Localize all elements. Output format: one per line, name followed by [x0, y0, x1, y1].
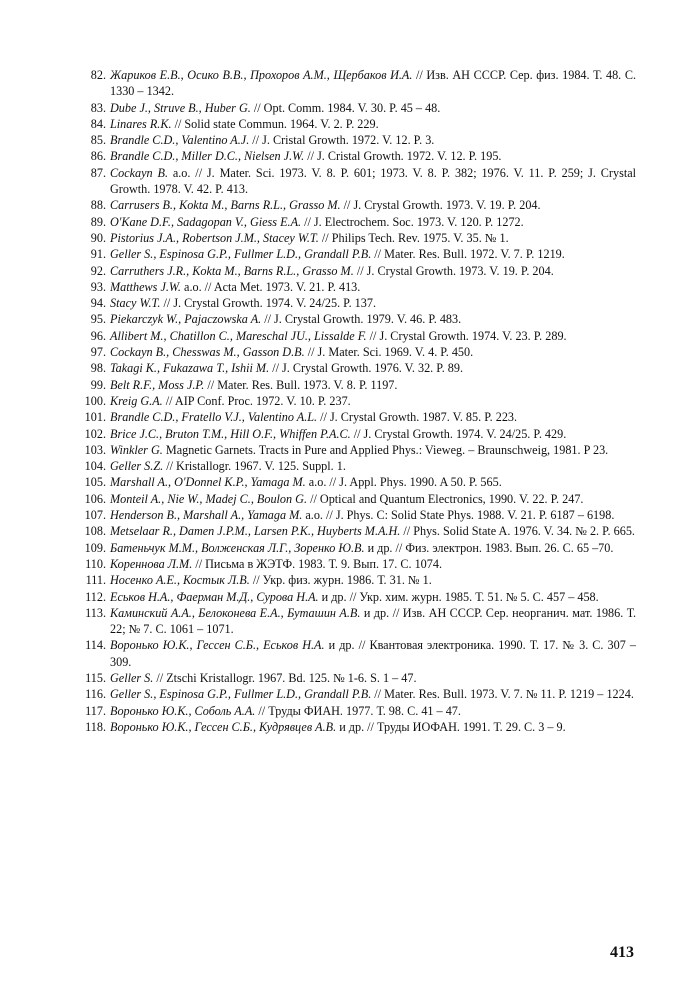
- reference-authors: Dube J., Struve B., Huber G.: [110, 100, 251, 115]
- reference-number: 100.: [84, 393, 106, 408]
- reference-number: 91.: [90, 247, 106, 262]
- reference-authors: Воронько Ю.К., Гессен С.Б., Еськов Н.А.: [110, 638, 325, 653]
- reference-authors: Geller S., Espinosa G.P., Fullmer L.D., Grandall P.B.: [110, 247, 372, 262]
- reference-authors: Piekarczyk W., Pajaczowska A.: [110, 312, 262, 327]
- reference-number: 90.: [90, 230, 106, 245]
- reference-authors: Allibert M., Chatillon C., Mareschal JU., Lissalde F.: [110, 328, 367, 343]
- reference-authors: Cockayn B., Chesswas M., Gasson D.B.: [110, 345, 305, 360]
- reference-authors: Geller S.Z.: [110, 459, 164, 474]
- reference-number: 109.: [84, 540, 106, 555]
- reference-item: [80, 148, 636, 164]
- reference-authors: Marshall A., O'Donnel K.P., Yamaga M.: [110, 475, 306, 490]
- reference-item: [80, 132, 636, 148]
- reference-item: [80, 507, 636, 523]
- reference-number: 118.: [85, 719, 106, 734]
- reference-number: 104.: [84, 459, 106, 474]
- reference-source: // J. Cristal Growth. 1972. V. 12. P. 195.: [304, 149, 502, 164]
- reference-source: a.o. // Acta Met. 1973. V. 21. P. 413.: [180, 279, 361, 294]
- reference-authors: Pistorius J.A., Robertson J.M., Stacey W.T.: [110, 230, 319, 245]
- reference-item: [80, 409, 636, 425]
- reference-source: a.o. // J. Phys. C: Solid State Phys. 1988. V. 21. P. 6187 – 6198.: [302, 508, 615, 523]
- reference-item: [80, 556, 636, 572]
- reference-number: 83.: [90, 100, 106, 115]
- reference-number: 112.: [85, 589, 106, 604]
- reference-item: [80, 523, 636, 539]
- reference-item: [80, 605, 636, 638]
- reference-item: [80, 116, 636, 132]
- reference-source: // J. Crystal Growth. 1974. V. 23. P. 289.: [366, 328, 567, 343]
- reference-authors: Brice J.C., Bruton T.M., Hill O.F., Whiffen P.A.C.: [110, 426, 351, 441]
- reference-authors: Brandle C.D., Valentino A.J.: [110, 133, 250, 148]
- reference-authors: Stacy W.T.: [110, 296, 161, 311]
- reference-source: // Kristallogr. 1967. V. 125. Suppl. 1.: [163, 459, 346, 474]
- reference-number: 98.: [90, 361, 106, 376]
- reference-number: 94.: [90, 296, 106, 311]
- reference-source: // Phys. Solid State A. 1976. V. 34. № 2. P. 665.: [400, 524, 635, 539]
- reference-source: // Труды ФИАН. 1977. Т. 98. С. 41 – 47.: [255, 703, 461, 718]
- reference-authors: Geller S.: [110, 670, 154, 685]
- reference-number: 105.: [84, 475, 106, 490]
- reference-number: 101.: [84, 410, 106, 425]
- reference-source: // Mater. Res. Bull. 1973. V. 7. № 11. P. 1219 – 1224.: [371, 687, 634, 702]
- reference-list: [80, 67, 636, 735]
- reference-authors: Takagi K., Fukazawa T., Ishii M.: [110, 361, 270, 376]
- page-number: 413: [610, 944, 634, 961]
- reference-item: [80, 589, 636, 605]
- reference-source: // J. Crystal Growth. 1979. V. 46. P. 483.: [261, 312, 462, 327]
- reference-number: 114.: [85, 638, 106, 653]
- reference-item: [80, 458, 636, 474]
- reference-item: [80, 197, 636, 213]
- reference-item: [80, 295, 636, 311]
- reference-source: // J. Crystal Growth. 1976. V. 32. P. 89.: [269, 361, 464, 376]
- reference-authors: Кореннова Л.М.: [110, 556, 193, 571]
- reference-source: // J. Crystal Growth. 1987. V. 85. P. 223.: [317, 410, 518, 425]
- reference-item: [80, 67, 636, 100]
- reference-source: // Mater. Res. Bull. 1973. V. 8. P. 1197.: [204, 377, 398, 392]
- reference-number: 117.: [85, 703, 106, 718]
- reference-source: // J. Crystal Growth. 1973. V. 19. P. 204.: [340, 198, 541, 213]
- reference-source: // J. Electrochem. Soc. 1973. V. 120. P. 1272.: [301, 214, 524, 229]
- reference-source: // J. Crystal Growth. 1974. V. 24/25. P. 429.: [350, 426, 567, 441]
- reference-source: a.o. // J. Appl. Phys. 1990. A 50. P. 565.: [305, 475, 502, 490]
- reference-item: [80, 311, 636, 327]
- reference-authors: Kreig G.A.: [110, 393, 163, 408]
- reference-source: // AIP Conf. Proc. 1972. V. 10. P. 237.: [162, 393, 351, 408]
- reference-item: [80, 279, 636, 295]
- reference-authors: Linares R.K.: [110, 116, 172, 131]
- reference-source: и др. // Физ. электрон. 1983. Вып. 26. С. 65 –70.: [364, 540, 614, 555]
- reference-authors: O'Kane D.F., Sadagopan V., Giess E.A.: [110, 214, 302, 229]
- reference-number: 103.: [84, 442, 106, 457]
- reference-item: [80, 165, 636, 198]
- reference-source: // Optical and Quantum Electronics, 1990. V. 22. P. 247.: [307, 491, 584, 506]
- reference-source: // J. Crystal Growth. 1974. V. 24/25. P. 137.: [160, 296, 377, 311]
- reference-number: 108.: [84, 524, 106, 539]
- reference-authors: Metselaar R., Damen J.P.M., Larsen P.K., Huyberts M.A.H.: [110, 524, 401, 539]
- reference-item: [80, 474, 636, 490]
- reference-authors: Matthews J.W.: [110, 279, 181, 294]
- reference-source: // J. Cristal Growth. 1972. V. 12. P. 3.: [249, 133, 435, 148]
- reference-item: [80, 230, 636, 246]
- reference-number: 106.: [84, 491, 106, 506]
- reference-item: [80, 214, 636, 230]
- reference-source: // J. Crystal Growth. 1973. V. 19. P. 204.: [353, 263, 554, 278]
- reference-source: // Mater. Res. Bull. 1972. V. 7. P. 1219.: [371, 247, 565, 262]
- reference-authors: Brandle C.D., Miller D.C., Nielsen J.W.: [110, 149, 305, 164]
- reference-number: 113.: [85, 605, 106, 620]
- reference-source: // Изв. АН СССР. Сер. физ. 1984. Т. 48. С. 1330 – 1342.: [110, 68, 636, 99]
- reference-number: 97.: [90, 345, 106, 360]
- reference-source: a.o. // J. Mater. Sci. 1973. V. 8. P. 601; 1973. V. 8. P. 382; 1976. V. 11. P. 259; J. Crystal Growth. 1978. V. 42. P. 413.: [110, 165, 636, 197]
- reference-authors: Cockayn B.: [110, 165, 168, 180]
- reference-authors: Каминский А.А., Белоконева Е.А., Буташин А.В.: [110, 605, 361, 620]
- reference-authors: Носенко А.Е., Костык Л.В.: [110, 573, 250, 588]
- reference-source: Magnetic Garnets. Tracts in Pure and Applied Phys.: Vieweg. – Braunschweig, 1981. P 23.: [162, 442, 609, 457]
- reference-number: 88.: [90, 198, 106, 213]
- reference-item: [80, 540, 636, 556]
- reference-item: [80, 263, 636, 279]
- reference-number: 116.: [85, 687, 106, 702]
- reference-number: 89.: [90, 214, 106, 229]
- reference-item: [80, 442, 636, 458]
- reference-number: 95.: [90, 312, 106, 327]
- reference-number: 84.: [90, 116, 106, 131]
- reference-source: // Ztschi Kristallogr. 1967. Bd. 125. № 1-6. S. 1 – 47.: [153, 670, 417, 685]
- reference-authors: Батеньчук М.М., Волженская Л.Г., Зоренко Ю.В.: [110, 540, 365, 555]
- reference-source: // Opt. Comm. 1984. V. 30. P. 45 – 48.: [250, 100, 441, 115]
- reference-authors: Geller S., Espinosa G.P., Fullmer L.D., Grandall P.B.: [110, 687, 372, 702]
- reference-source: // Solid state Commun. 1964. V. 2. P. 229.: [171, 116, 379, 131]
- reference-item: [80, 100, 636, 116]
- reference-item: [80, 426, 636, 442]
- reference-number: 96.: [90, 328, 106, 343]
- reference-item: [80, 377, 636, 393]
- reference-number: 111.: [85, 573, 106, 588]
- reference-number: 87.: [90, 165, 106, 180]
- reference-number: 115.: [85, 670, 106, 685]
- reference-item: [80, 393, 636, 409]
- reference-source: // Укр. физ. журн. 1986. Т. 31. № 1.: [249, 573, 432, 588]
- reference-source: // J. Mater. Sci. 1969. V. 4. P. 450.: [304, 345, 474, 360]
- reference-authors: Воронько Ю.К., Гессен С.Б., Кудрявцев А.В.: [110, 719, 337, 734]
- reference-authors: Carrusers B., Kokta M., Barns R.L., Grasso M.: [110, 198, 341, 213]
- reference-item: [80, 572, 636, 588]
- reference-item: [80, 360, 636, 376]
- reference-authors: Monteil A., Nie W., Madej C., Boulon G.: [110, 491, 308, 506]
- reference-item: [80, 328, 636, 344]
- reference-number: 82.: [90, 68, 106, 82]
- reference-item: [80, 670, 636, 686]
- reference-authors: Carruthers J.R., Kokta M., Barns R.L., Grasso M.: [110, 263, 354, 278]
- reference-source: и др. // Труды ИОФАН. 1991. Т. 29. С. 3 – 9.: [336, 719, 566, 734]
- reference-source: и др. // Квантовая электроника. 1990. Т. 17. № 3. С. 307 – 309.: [110, 638, 636, 669]
- reference-source: и др. // Укр. хим. журн. 1985. Т. 51. № 5. С. 457 – 458.: [318, 589, 599, 604]
- reference-authors: Winkler G.: [110, 442, 163, 457]
- reference-item: [80, 703, 636, 719]
- reference-number: 85.: [90, 133, 106, 148]
- reference-item: [80, 637, 636, 670]
- reference-number: 93.: [90, 279, 106, 294]
- reference-number: 99.: [90, 377, 106, 392]
- reference-item: [80, 246, 636, 262]
- reference-authors: Еськов Н.А., Фаерман М.Д., Сурова Н.А.: [110, 589, 319, 604]
- reference-number: 102.: [84, 426, 106, 441]
- reference-authors: Жариков Е.В., Осико В.В., Прохоров А.М., Щербаков И.А.: [110, 68, 413, 82]
- reference-source: // Письма в ЖЭТФ. 1983. Т. 9. Вып. 17. С. 1074.: [192, 556, 443, 571]
- reference-item: [80, 491, 636, 507]
- reference-number: 86.: [90, 149, 106, 164]
- reference-item: [80, 719, 636, 735]
- reference-number: 107.: [84, 508, 106, 523]
- reference-authors: Brandle C.D., Fratello V.J., Valentino A.L.: [110, 410, 318, 425]
- reference-item: [80, 686, 636, 702]
- reference-source: // Philips Tech. Rev. 1975. V. 35. № 1.: [318, 230, 509, 245]
- reference-authors: Belt R.F., Moss J.P.: [110, 377, 205, 392]
- reference-number: 110.: [85, 556, 106, 571]
- reference-authors: Воронько Ю.К., Соболь А.А.: [110, 703, 256, 718]
- reference-source: и др. // Изв. АН СССР. Сер. неорганич. мат. 1986. Т. 22; № 7. С. 1061 – 1071.: [110, 605, 636, 637]
- reference-number: 92.: [90, 263, 106, 278]
- reference-item: [80, 344, 636, 360]
- reference-authors: Henderson B., Marshall A., Yamaga M.: [110, 508, 303, 523]
